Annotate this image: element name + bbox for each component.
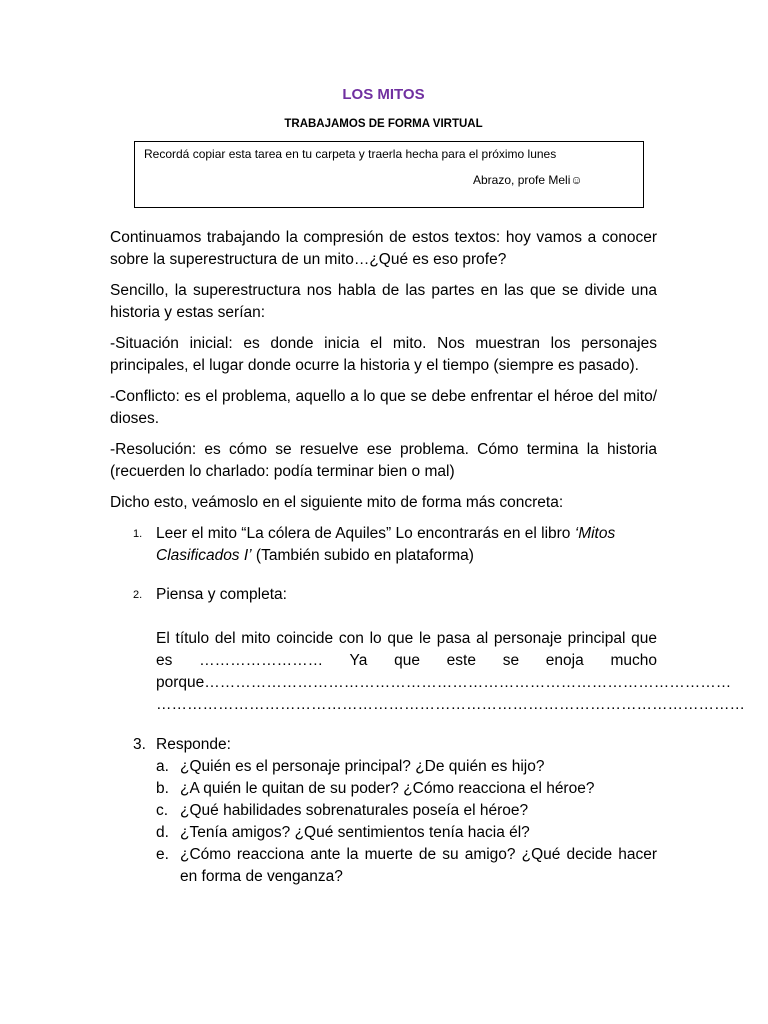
list-number: 1.	[133, 528, 143, 540]
task-item-1	[110, 523, 657, 567]
question-letter: d.	[156, 824, 169, 841]
question-item	[156, 822, 657, 844]
question-item	[156, 756, 657, 778]
page-subtitle: TRABAJAMOS DE FORMA VIRTUAL	[284, 118, 483, 130]
question-letter: c.	[156, 802, 169, 819]
notice-signature	[473, 173, 583, 187]
question-item	[156, 778, 657, 800]
task-text: Leer el mito “La cólera de Aquiles” Lo encontrarás en el libro	[156, 525, 575, 542]
list-number: 2.	[133, 589, 143, 601]
paragraph: -Resolución: es cómo se resuelve ese problema. Cómo termina la historia (recuerden lo charlado: podía terminar bien o mal)	[110, 441, 657, 480]
paragraph: Sencillo, la superestructura nos habla de las partes en las que se divide una historia y estas serían:	[110, 282, 657, 321]
page-title: LOS MITOS	[342, 86, 425, 103]
question-text: ¿Qué habilidades sobrenaturales poseía el héroe?	[180, 802, 529, 819]
notice-text: Recordá copiar esta tarea en tu carpeta y traerla hecha para el próximo lunes	[144, 147, 557, 161]
question-item	[156, 844, 657, 888]
task-item-2	[110, 584, 745, 716]
paragraph: -Situación inicial: es donde inicia el mito. Nos muestran los personajes principales, el lugar donde ocurre la historia y el tiempo (siempre es pasado).	[110, 335, 657, 374]
task-heading: Piensa y completa:	[156, 586, 287, 603]
task-item-3	[110, 734, 657, 888]
task-list	[110, 523, 745, 888]
fill-in-line: ……………………………………………………………………………………………………	[156, 696, 745, 713]
question-text: ¿Cómo reacciona ante la muerte de su amigo? ¿Qué decide hacer en forma de venganza?	[180, 846, 657, 885]
question-list	[156, 756, 657, 888]
book-title: ‘Mitos Clasificados I’	[156, 525, 616, 564]
question-text: ¿Tenía amigos? ¿Qué sentimientos tenía hacia él?	[180, 824, 530, 841]
paragraph: -Conflicto: es el problema, aquello a lo que se debe enfrentar el héroe del mito/ dioses.	[110, 388, 657, 427]
question-item	[156, 800, 657, 822]
smiley-icon: ☺	[570, 173, 583, 187]
task-heading: Responde:	[156, 736, 231, 753]
question-letter: e.	[156, 846, 169, 863]
paragraph: Dicho esto, veámoslo en el siguiente mito de forma más concreta:	[110, 494, 564, 511]
question-text: ¿A quién le quitan de su poder? ¿Cómo reacciona el héroe?	[180, 780, 595, 797]
list-number: 3.	[133, 736, 146, 753]
signature-text: Abrazo, profe Meli	[473, 173, 571, 187]
fill-in-text: El título del mito coincide con lo que le pasa al personaje principal que es …………………… Ya que este se enoja mucho porque…………………………………………………………………………………………	[156, 630, 732, 691]
question-letter: b.	[156, 780, 169, 797]
task-text-end: (También subido en plataforma)	[251, 547, 474, 564]
question-letter: a.	[156, 758, 169, 775]
question-text: ¿Quién es el personaje principal? ¿De quién es hijo?	[180, 758, 545, 775]
notice-box	[134, 141, 644, 208]
paragraph: Continuamos trabajando la compresión de estos textos: hoy vamos a conocer sobre la superestructura de un mito…¿Qué es eso profe?	[110, 229, 657, 268]
document-body	[110, 227, 745, 888]
